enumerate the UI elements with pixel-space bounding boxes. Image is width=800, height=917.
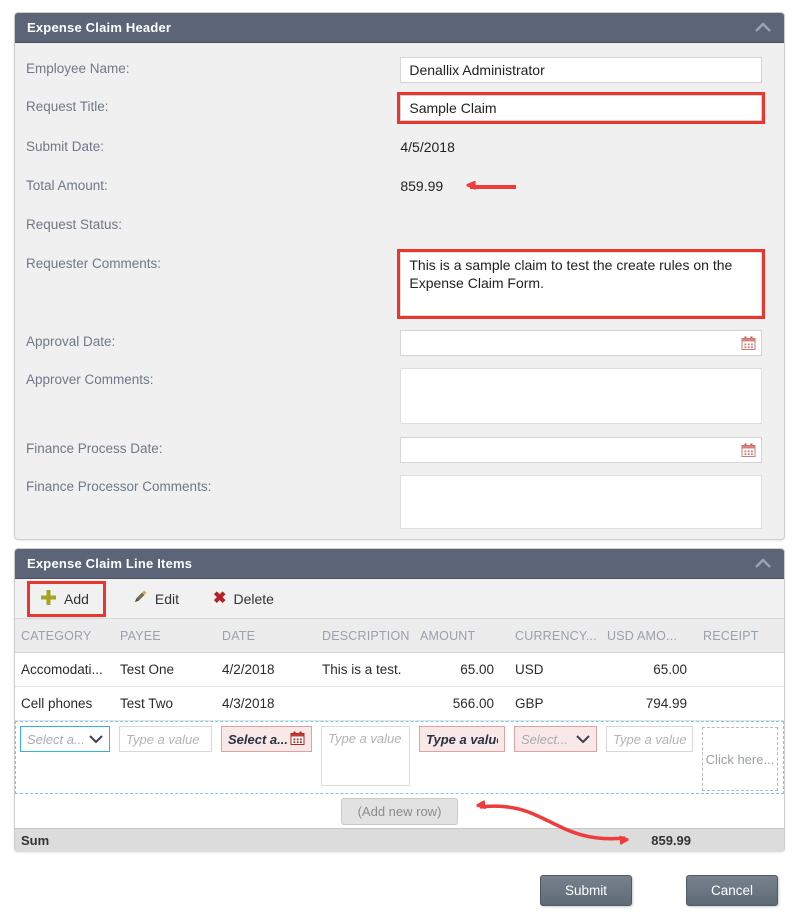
request-title-label: Request Title: xyxy=(26,99,109,114)
calendar-icon[interactable] xyxy=(741,443,756,462)
cell-usd-amount: 65.00 xyxy=(653,662,687,677)
plus-icon xyxy=(40,589,57,609)
date-placeholder: Select a... xyxy=(228,731,288,747)
col-header-receipt: RECEIPT xyxy=(703,629,759,643)
chevron-down-icon xyxy=(576,735,590,743)
chevron-down-icon xyxy=(89,735,103,743)
approval-date-input[interactable] xyxy=(400,330,762,356)
col-header-payee: PAYEE xyxy=(120,629,161,643)
submit-date-label: Submit Date: xyxy=(26,139,105,154)
currency-select[interactable] xyxy=(514,726,597,752)
expense-claim-line-items-panel xyxy=(14,548,785,852)
cell-receipt xyxy=(697,687,784,720)
col-header-amount: AMOUNT xyxy=(420,629,476,643)
cell-payee: Test One xyxy=(120,662,175,677)
amount-input[interactable] xyxy=(419,726,505,752)
request-title-input[interactable] xyxy=(400,95,762,121)
add-button[interactable] xyxy=(30,585,99,613)
panel-title: Expense Claim Header xyxy=(27,20,172,35)
request-status-value xyxy=(400,213,762,217)
add-new-row-button[interactable]: (Add new row) xyxy=(341,798,459,825)
submit-button[interactable]: Submit xyxy=(540,875,632,906)
cell-payee: Test Two xyxy=(120,696,174,711)
add-new-row-strip xyxy=(15,794,784,828)
total-amount-value: 859.99 xyxy=(400,178,444,194)
cancel-button[interactable]: Cancel xyxy=(686,875,778,906)
cell-description xyxy=(316,687,414,720)
table-row[interactable] xyxy=(15,653,784,687)
new-row-editor xyxy=(15,721,784,794)
expense-claim-header-panel xyxy=(14,12,785,540)
description-textarea[interactable] xyxy=(321,726,410,786)
panel-title: Expense Claim Line Items xyxy=(27,556,193,571)
requester-comments-textarea[interactable] xyxy=(400,252,762,316)
cell-currency: USD xyxy=(515,662,544,677)
sum-label: Sum xyxy=(21,833,50,848)
approver-comments-textarea[interactable] xyxy=(400,368,762,424)
finance-processor-comments-label: Finance Processor Comments: xyxy=(26,479,212,494)
cell-date: 4/2/2018 xyxy=(222,662,275,677)
table-row[interactable] xyxy=(15,687,784,721)
sum-value: 859.99 xyxy=(651,833,691,848)
payee-input[interactable] xyxy=(119,726,212,752)
request-status-label: Request Status: xyxy=(26,217,123,232)
cell-date: 4/3/2018 xyxy=(222,696,275,711)
sum-row xyxy=(15,828,784,852)
line-items-titlebar xyxy=(15,549,784,579)
currency-placeholder: Select... xyxy=(521,731,568,747)
cell-amount: 566.00 xyxy=(452,696,494,711)
col-header-currency: CURRENCY... xyxy=(515,629,597,643)
add-annotation-box xyxy=(27,581,106,617)
line-items-toolbar xyxy=(15,579,784,619)
pencil-icon xyxy=(132,589,148,608)
calendar-icon[interactable] xyxy=(741,336,756,355)
category-placeholder: Select a... xyxy=(27,731,85,747)
cell-category: Cell phones xyxy=(21,696,93,711)
total-amount-label: Total Amount: xyxy=(26,178,108,193)
approval-date-label: Approval Date: xyxy=(26,334,116,349)
delete-label: Delete xyxy=(233,590,274,607)
finance-processor-comments-textarea[interactable] xyxy=(400,475,762,529)
edit-button[interactable] xyxy=(122,585,189,612)
receipt-upload-area[interactable] xyxy=(702,727,778,791)
edit-label: Edit xyxy=(154,590,180,607)
receipt-placeholder: Click here... xyxy=(705,751,775,767)
requester-comments-label: Requester Comments: xyxy=(26,256,162,271)
cell-description: This is a test. xyxy=(322,662,402,677)
calendar-icon xyxy=(290,731,305,748)
cell-category: Accomodati... xyxy=(21,662,103,677)
collapse-chevron-icon[interactable] xyxy=(754,555,772,573)
cell-currency: GBP xyxy=(515,696,544,711)
approver-comments-label: Approver Comments: xyxy=(26,372,154,387)
col-header-date: DATE xyxy=(222,629,256,643)
line-items-column-headers xyxy=(15,619,784,653)
collapse-chevron-icon[interactable] xyxy=(754,19,772,37)
submit-date-value: 4/5/2018 xyxy=(400,139,455,155)
usd-amount-input[interactable] xyxy=(606,726,693,752)
finance-process-date-input[interactable] xyxy=(400,437,762,463)
add-label: Add xyxy=(64,590,89,607)
cell-receipt xyxy=(697,653,784,686)
delete-button[interactable] xyxy=(203,587,284,611)
employee-name-input[interactable] xyxy=(400,57,762,83)
col-header-category: CATEGORY xyxy=(21,629,92,643)
expense-claim-header-titlebar xyxy=(15,13,784,43)
category-select[interactable] xyxy=(20,726,110,752)
delete-x-icon: ✖ xyxy=(213,589,227,607)
employee-name-label: Employee Name: xyxy=(26,61,130,76)
cell-amount: 65.00 xyxy=(460,662,494,677)
col-header-description: DESCRIPTION xyxy=(322,629,410,643)
date-picker[interactable] xyxy=(221,726,312,752)
cell-usd-amount: 794.99 xyxy=(645,696,687,711)
finance-process-date-label: Finance Process Date: xyxy=(26,441,163,456)
col-header-usd-amount: USD AMO... xyxy=(607,629,678,643)
